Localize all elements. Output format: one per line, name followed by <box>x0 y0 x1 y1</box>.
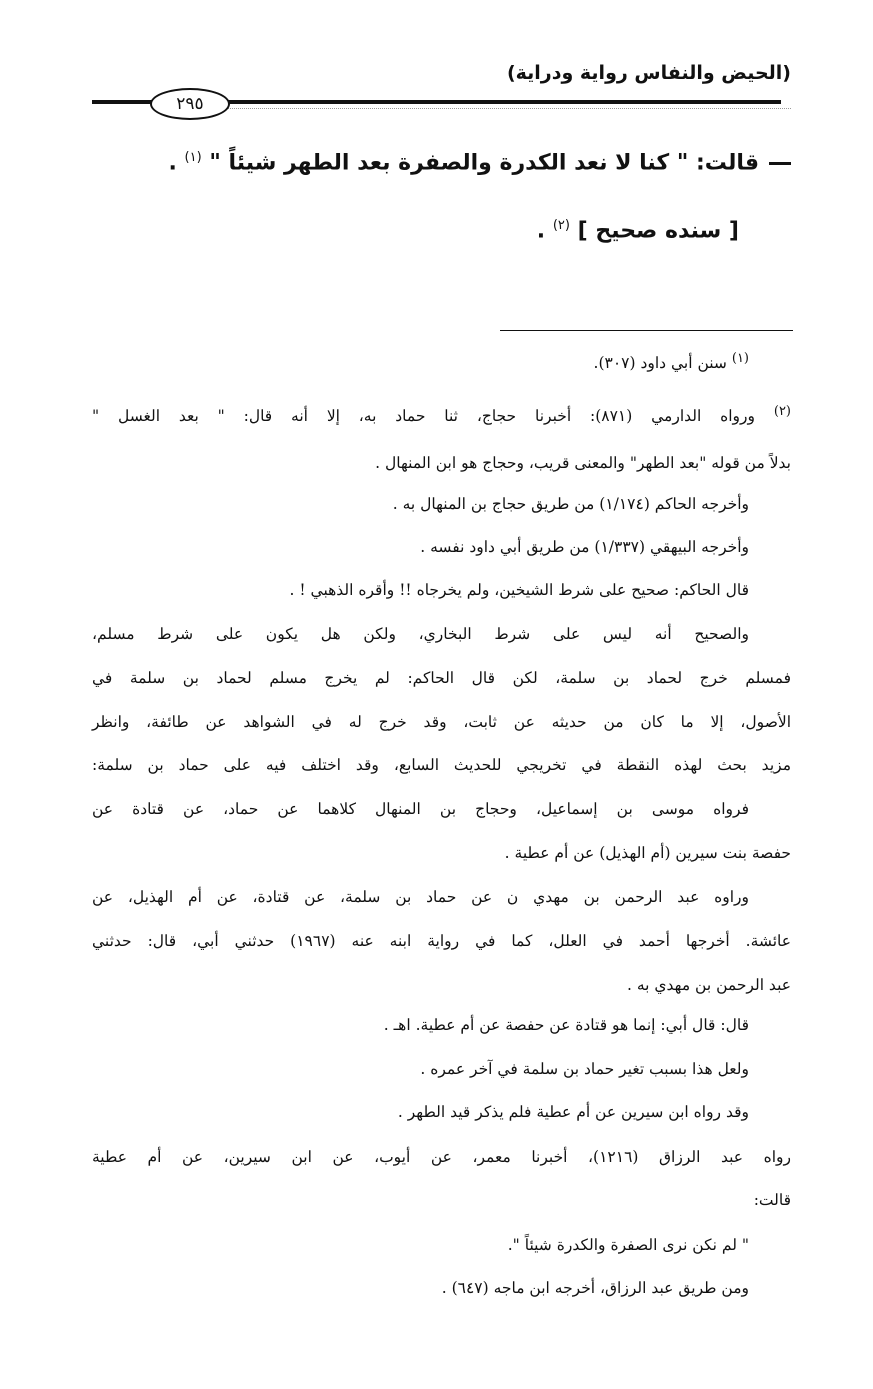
footnote-marker-2: (٢) <box>773 404 791 419</box>
footnote-1 <box>594 352 749 372</box>
footnote-2-line: رواه عبد الرزاق (١٢١٦)، أخبرنا معمر، عن أيوب، عن ابن سيرين، عن أم عطية <box>92 1148 791 1166</box>
footnote-2-line: وأخرجه البيهقي (١/٣٣٧) من طريق أبي داود نفسه . <box>420 538 749 556</box>
header-rule-left <box>92 100 152 104</box>
grading-end: . <box>536 218 546 244</box>
dash-mark <box>769 162 791 165</box>
footnote-2-line: بدلاً من قوله "بعد الطهر" والمعنى قريب، وحجاج هو ابن المنهال . <box>375 454 791 472</box>
footnote-2-line: الأصول، إلا ما كان من حديثه عن ثابت، وقد خرج له في الشواهد عن طائفة، وانظر <box>92 713 791 731</box>
footnote-2-line: حفصة بنت سيرين (أم الهذيل) عن أم عطية . <box>504 844 791 862</box>
footnote-separator <box>500 330 793 331</box>
hadith-text: قالت: " كنا لا نعد الكدرة والصفرة بعد الطهر شيئاً " <box>209 150 759 176</box>
footnote-2-line: " لم نكن نرى الصفرة والكدرة شيئاً ". <box>507 1236 749 1254</box>
footnote-2-line: والصحيح أنه ليس على شرط البخاري، ولكن هل يكون على شرط مسلم، <box>92 625 749 643</box>
grading-text: [ سنده صحيح ] <box>577 218 739 244</box>
hadith-line <box>169 150 791 175</box>
footnote-2-line: قالت: <box>753 1191 791 1209</box>
footnote-ref-2: (٢) <box>552 218 570 233</box>
footnote-ref-1: (١) <box>184 150 202 165</box>
footnote-marker-1: (١) <box>731 351 749 366</box>
footnote-2-line <box>92 405 791 425</box>
page-number: ٢٩٥ <box>150 88 230 120</box>
footnote-2-line: فمسلم خرج لحماد بن سلمة، لكن قال الحاكم: لم يخرج مسلم لحماد بن سلمة في <box>92 669 791 687</box>
header-underline-texture <box>228 108 791 115</box>
footnote-2-line: ومن طريق عبد الرزاق، أخرجه ابن ماجه (٦٤٧) . <box>441 1279 749 1297</box>
footnote-2-line: قال: قال أبي: إنما هو قتادة عن حفصة عن أم عطية. اهـ . <box>383 1016 749 1034</box>
footnote-2-line: عائشة. أخرجها أحمد في العلل، كما في رواية ابنه عنه (١٩٦٧) حدثني أبي، قال: حدثني <box>92 932 792 950</box>
footnote-2-line: مزيد بحث لهذه النقطة في تخريجي للحديث السابع، وقد اختلف فيه على حماد بن سلمة: <box>92 756 791 774</box>
footnote-text-line: ورواه الدارمي (٨٧١): أخبرنا حجاج، ثنا حماد به، إلا أنه قال: " بعد الغسل " <box>92 407 756 426</box>
footnote-2-line: ولعل هذا بسبب تغير حماد بن سلمة في آخر عمره . <box>420 1060 749 1078</box>
running-header-title: (الحيض والنفاس رواية ودراية) <box>506 62 791 84</box>
hadith-end: . <box>168 150 177 176</box>
footnote-1-text: سنن أبي داود (٣٠٧). <box>593 354 727 373</box>
footnote-2-line: وأخرجه الحاكم (١/١٧٤) من طريق حجاج بن المنهال به . <box>392 495 749 513</box>
footnote-2-line: وقد رواه ابن سيرين عن أم عطية فلم يذكر قيد الطهر . <box>397 1103 749 1121</box>
footnote-2-line: قال الحاكم: صحيح على شرط الشيخين، ولم يخرجاه !! وأقره الذهبي ! . <box>289 581 749 599</box>
footnote-2-line: عبد الرحمن بن مهدي به . <box>627 976 791 994</box>
grading-line <box>537 218 739 243</box>
header-rule <box>228 100 781 104</box>
footnote-2-line: وراوه عبد الرحمن بن مهدي ن عن حماد بن سلمة، عن قتادة، عن أم الهذيل، عن <box>92 888 749 906</box>
footnote-2-line: فرواه موسى بن إسماعيل، وحجاج بن المنهال كلاهما عن حماد، عن قتادة عن <box>92 800 749 818</box>
